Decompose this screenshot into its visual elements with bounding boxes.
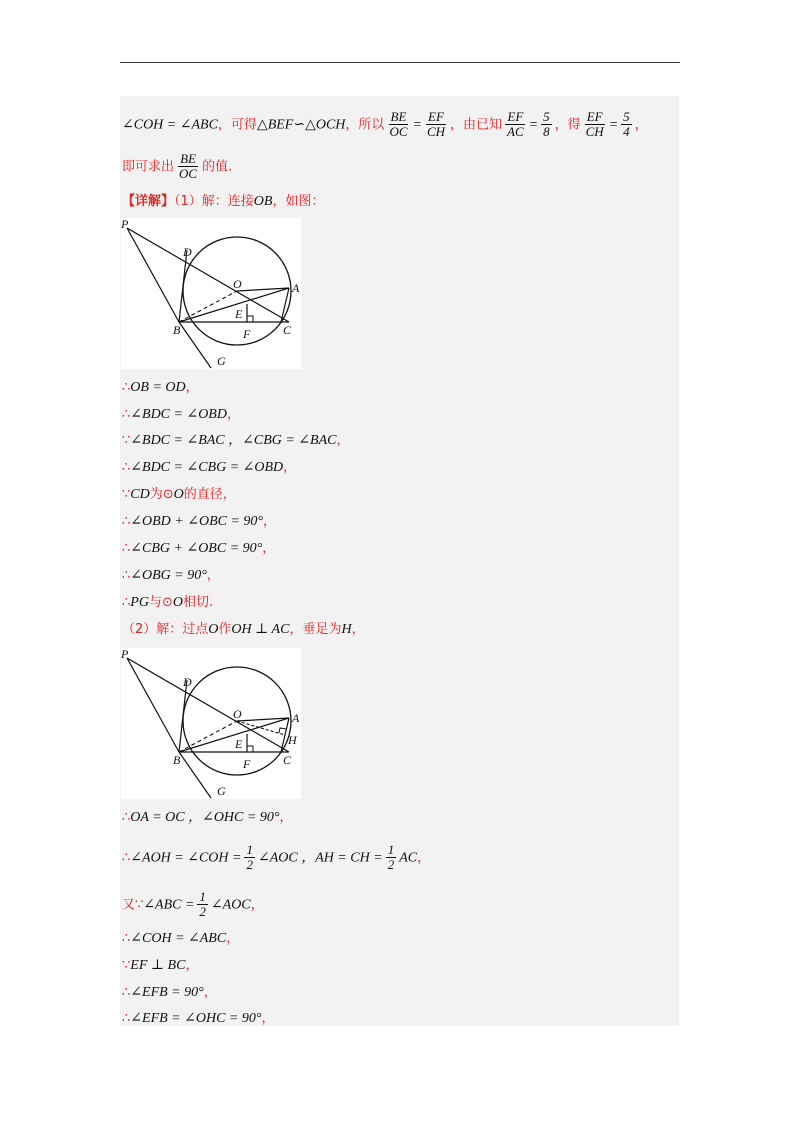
- equals: =: [528, 117, 539, 133]
- svg-text:O: O: [233, 277, 242, 291]
- svg-text:D: D: [183, 675, 192, 689]
- math-expr: △BEF∽△OCH: [256, 117, 346, 133]
- proof1-line: ∴∠OBG = 90°，: [122, 568, 220, 583]
- proof1-line: ∴∠OBD + ∠OBC = 90°，: [122, 514, 277, 529]
- proof2-line: ∵EF ⊥ BC，: [122, 958, 199, 973]
- proof1-line: ∴OB = OD，: [122, 380, 199, 395]
- geometry-figure-2: [121, 648, 301, 799]
- fraction: $\frac{5}{4}$: [623, 109, 630, 139]
- proof1-line: ∴∠BDC = ∠OBD，: [122, 407, 240, 422]
- svg-text:H: H: [288, 733, 297, 747]
- math-expr: OB: [253, 194, 273, 209]
- equals: =: [608, 117, 619, 133]
- svg-text:B: B: [173, 753, 181, 767]
- proof1-line: ∴PG与⊙O相切.: [122, 595, 214, 610]
- proof2-line: ∴OA = OC ，∠OHC = 90°，: [122, 810, 293, 825]
- text-segment: （1）解：连接: [174, 194, 254, 209]
- part2-heading: （2）解：过点O作OH ⊥ AC，垂足为H，: [122, 622, 365, 637]
- text-segment: ，如图：: [272, 194, 325, 209]
- math-expr: ∠COH = ∠ABC: [122, 117, 218, 133]
- text-segment: 即可求出: [122, 159, 175, 175]
- svg-text:C: C: [283, 753, 292, 767]
- svg-text:E: E: [235, 307, 243, 321]
- fraction: $\frac{1}{2}$: [387, 842, 395, 872]
- intro-line-2: [122, 152, 232, 181]
- fraction: $\frac{EF}{CH}$: [426, 109, 446, 139]
- fraction: $\frac{BE}{OC}$: [389, 109, 408, 139]
- svg-text:A: A: [292, 281, 300, 295]
- proof1-line: ∵∠BDC = ∠BAC ，∠CBG = ∠BAC，: [122, 433, 350, 448]
- svg-text:O: O: [233, 707, 242, 721]
- intro-line-1: [122, 110, 648, 139]
- svg-text:G: G: [217, 354, 226, 368]
- proof2-line: ∴∠EFB = ∠OHC = 90°，: [122, 1011, 275, 1026]
- detail-tag: 【详解】: [122, 194, 175, 209]
- detail-heading: [122, 192, 324, 211]
- svg-text:B: B: [173, 323, 181, 337]
- fraction: $\frac{1}{2}$: [246, 842, 253, 872]
- text-segment: ，由已知: [450, 117, 503, 133]
- text-segment: ，可得: [217, 117, 257, 133]
- text-segment: ，得: [554, 117, 581, 133]
- proof2-line: ∴∠EFB = 90°，: [122, 985, 217, 1000]
- proof1-line: ∵CD为⊙O的直径，: [122, 487, 236, 502]
- equals: =: [412, 117, 422, 133]
- geometry-figure-1: [121, 218, 301, 369]
- proof2-line: 又∵∠ABC = $\frac{1}{2}$ ∠AOC，: [122, 889, 264, 919]
- header-rule: [120, 62, 680, 63]
- svg-text:P: P: [121, 218, 129, 231]
- svg-text:C: C: [283, 323, 292, 337]
- proof1-line: ∴∠CBG + ∠OBC = 90°，: [122, 541, 276, 556]
- svg-text:E: E: [235, 737, 243, 751]
- fraction: $\frac{5}{8}$: [543, 109, 550, 139]
- svg-text:D: D: [183, 245, 192, 259]
- svg-text:F: F: [243, 757, 251, 771]
- svg-text:P: P: [121, 648, 129, 661]
- text-segment: ，所以: [345, 117, 385, 133]
- svg-text:F: F: [243, 327, 251, 341]
- proof2-line: ∴∠AOH = ∠COH = $\frac{1}{2}$ ∠AOC ，AH = CH = $\frac{1}{2}$ AC，: [122, 842, 431, 872]
- text-segment: 的值.: [202, 159, 233, 175]
- svg-text:G: G: [217, 784, 226, 798]
- fraction: $\frac{EF}{CH}$: [585, 109, 604, 139]
- text-segment: ，: [634, 117, 648, 133]
- proof2-line: ∴∠COH = ∠ABC，: [122, 931, 240, 946]
- svg-text:A: A: [292, 711, 300, 725]
- fraction: $\frac{BE}{OC}$: [179, 151, 198, 181]
- fraction: $\frac{1}{2}$: [199, 889, 206, 919]
- fraction: $\frac{EF}{AC}$: [507, 109, 524, 139]
- proof1-line: ∴∠BDC = ∠CBG = ∠OBD，: [122, 460, 297, 475]
